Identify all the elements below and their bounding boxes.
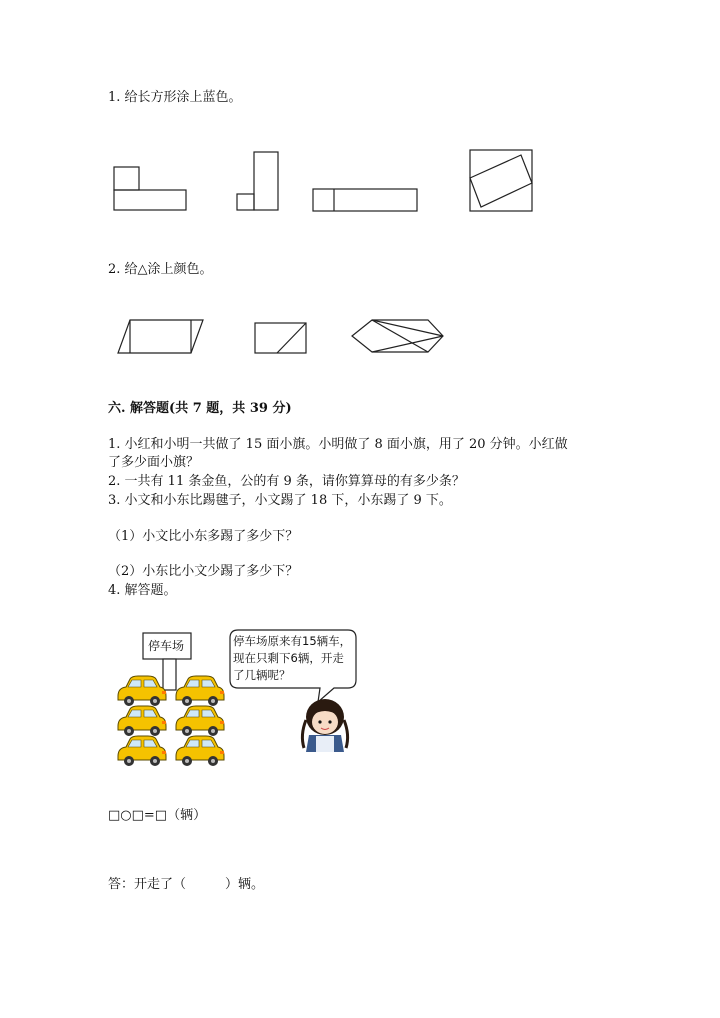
question-2: 2. 给△涂上颜色。 [108, 262, 213, 277]
section-heading: 六. 解答题(共 7 题，共 39 分) [108, 401, 292, 416]
problem-1-line-1: 1. 小红和小明一共做了 15 面小旗。小明做了 8 面小旗，用了 20 分钟。小红做 [108, 437, 568, 452]
problem-1-line-2: 了多少面小旗？ [108, 455, 200, 470]
car-icon [118, 736, 166, 766]
car-icon [118, 706, 166, 736]
equation: □○□=□（辆） [108, 808, 207, 823]
car-icon [176, 736, 224, 766]
car-icon [176, 706, 224, 736]
problem-2: 2. 一共有 11 条金鱼，公的有 9 条，请你算算母的有多少条？ [108, 474, 465, 489]
problem-3-sub-1: （1）小文比小东多踢了多少下？ [108, 529, 299, 544]
speech-line-2: 现在只剩下6辆，开走 [233, 651, 344, 665]
car-icon [118, 676, 166, 706]
car-icon [176, 676, 224, 706]
problem-3-sub-2: （2）小东比小文少踢了多少下？ [108, 564, 299, 579]
problem-3: 3. 小文和小东比踢毽子，小文踢了 18 下，小东踢了 9 下。 [108, 493, 452, 508]
speech-line-3: 了几辆呢？ [233, 668, 291, 682]
problem-4: 4. 解答题。 [108, 583, 177, 598]
answer-line: 答：开走了（ ）辆。 [108, 877, 265, 892]
parking-sign-label: 停车场 [148, 639, 185, 653]
speech-line-1: 停车场原来有15辆车， [233, 634, 352, 648]
question-1: 1. 给长方形涂上蓝色。 [108, 90, 242, 105]
